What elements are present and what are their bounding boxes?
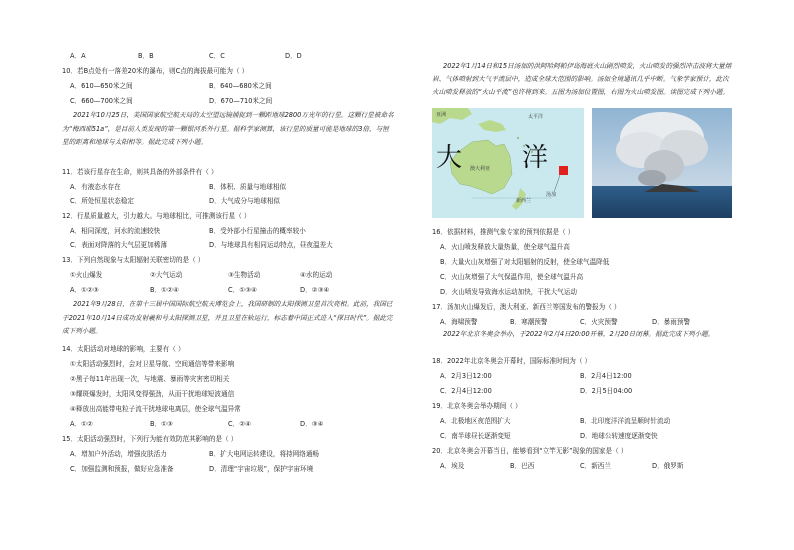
q16-stem: 16．依据材料，推测气象专家的预判依据是（ ） [432, 228, 575, 236]
q9-option-a: A．A [70, 52, 86, 60]
q9-option-b: B．B [138, 52, 154, 60]
q11-option-c: C．所处恒星状态稳定 [70, 197, 134, 205]
q15-option-c: C．加强监测和预报，做好应急准备 [70, 465, 174, 473]
map-label-big-yang: 洋 [522, 143, 549, 173]
q18-option-d: D．2月5日04:00 [580, 387, 633, 395]
q14-option-d: D．③④ [300, 420, 324, 428]
q9-option-d: D．D [285, 52, 302, 60]
q17-option-c: C．火灾预警 [580, 318, 618, 326]
q16-option-c: C．火山灰增强了大气保温作用，使全球气温升高 [440, 273, 584, 281]
q11-option-d: D．大气成分与地球相似 [209, 197, 281, 205]
q13-option-a: A．①②③ [70, 286, 99, 294]
q19-option-d: D．地球公转速度逐渐变快 [580, 432, 658, 440]
q13-item-3: ③生物活动 [228, 271, 261, 279]
q15-option-d: D．清理“宇宙垃圾”，保护宇宙环境 [209, 465, 314, 473]
q14-option-b: B．①③ [150, 420, 173, 428]
q20-stem: 20．北京冬奥会开幕当日，能够看到“立竿无影”现象的国家是（ ） [432, 447, 628, 455]
q19-option-b: B．北印度洋洋流呈顺时针流动 [580, 417, 671, 425]
q19-stem: 19．北京冬奥会举办期间（ ） [432, 402, 522, 410]
q18-option-b: B．2月4日12:00 [580, 372, 632, 380]
map-label-tonga: 汤加 [546, 192, 557, 198]
map-label-big-tai: 大 [436, 143, 463, 173]
q20-option-b: B．巴西 [510, 462, 535, 470]
q13-item-1: ①火山爆发 [70, 271, 103, 279]
q13-option-c: C．①③④ [228, 286, 257, 294]
passage-solar-probe: 2021年9月28日，在第十三届中国国际航空航天博览会上，我国研制的太阳探测卫星首次亮相。此前，我国已于2021年10月14日成功发射羲和号太阳探测卫星，并且卫星在轨运行，标志着中国正式进入“探日时代”。据此完成下列小题。 [62, 300, 393, 335]
q11-stem: 11．若该行星存在生命，则其具备的外部条件有（ ） [62, 168, 218, 176]
q13-option-b: B．①②④ [150, 286, 179, 294]
q14-stem: 14．太阳活动对地球的影响，主要有（ ） [62, 345, 185, 353]
map-label-asia: 亚洲 [436, 112, 447, 118]
q10-option-b: B．640—680米之间 [209, 82, 272, 90]
q17-option-d: D．暴雨预警 [652, 318, 691, 326]
q16-option-d: D．火山喷发导致海水运动加快，干扰大气运动 [440, 288, 577, 296]
q20-option-a: A．埃及 [440, 462, 465, 470]
q10-option-d: D．670—710米之间 [209, 97, 273, 105]
tonga-location-map [432, 108, 584, 218]
q10-option-c: C．660—700米之间 [70, 97, 133, 105]
q15-option-b: B．扩大电网运转建设，将持网络通畅 [209, 450, 320, 458]
q12-stem: 12．行星质量越大，引力越大。与地球相比，可推测该行星（ ） [62, 212, 251, 220]
q20-option-c: C．新西兰 [580, 462, 611, 470]
q13-item-2: ②大气运动 [150, 271, 183, 279]
q12-option-a: A．相同深度，河水的流速较快 [70, 227, 161, 235]
q18-stem: 18．2022年北京冬奥会开幕时，国际标准时间为（ ） [432, 357, 592, 365]
q20-option-d: D．俄罗斯 [652, 462, 684, 470]
q14-item-2: ②黑子每11年出现一次，与地震、暴雨等灾害密切相关 [70, 375, 230, 383]
q18-option-a: A．2月3日12:00 [440, 372, 492, 380]
q17-stem: 17．汤加火山爆发后，澳大利亚、新西兰等国发布的警报为（ ） [432, 303, 621, 311]
q12-option-b: B．受外部小行星撞击的概率较小 [209, 227, 306, 235]
q15-stem: 15．太阳活动强烈时，下列行为能有效防范其影响的是（ ） [62, 435, 238, 443]
map-label-pacific: 太平洋 [528, 114, 544, 120]
q15-option-a: A．增加户外活动，增强皮肤活力 [70, 450, 167, 458]
q14-item-3: ③耀斑爆发时，太阳风变得强劲，从而干扰地球短波通信 [70, 390, 235, 398]
q14-item-4: ④释放出高能带电粒子流干扰地球电离层，使全球气温异常 [70, 405, 241, 413]
q10-stem: 10．若B点处有一落差20米的瀑布，则C点的海拔最可能为（ ） [62, 67, 249, 75]
passage-tonga-volcano: 2022年1月14日和15日汤加的洪阿哈阿帕伊岛海底火山剧烈喷发，火山喷发的强烈冲击波将大量熔岩、气体喷射到大气平流层中，造成全球大范围的影响。汤加全境通讯几乎中断。气象学家预计，此次火山喷发释放的“火山平流”也许将到来。五图为汤加位置图，右图为火山喷发图。读图完成下列小题。 [432, 62, 732, 96]
q16-option-a: A．火山喷发释放大量热量，使全球气温升高 [440, 243, 570, 251]
q14-item-1: ①太阳活动强烈时，会对卫星导航、空间通信等带来影响 [70, 360, 235, 368]
q13-stem: 13．下列自然现象与太阳辐射关联密切的是（ ） [62, 256, 205, 264]
q14-option-a: A．①② [70, 420, 93, 428]
q17-option-a: A．海啸预警 [440, 318, 478, 326]
q13-item-4: ④水的运动 [300, 271, 333, 279]
q10-option-a: A．610—650米之间 [70, 82, 133, 90]
q9-option-c: C．C [209, 52, 225, 60]
q17-option-b: B．寒潮预警 [510, 318, 548, 326]
passage-exoplanet: 2021年10月25日，美国国家航空航天局的太空望远镜捕捉到一颗距地球2800万光年的行星。这颗行星被命名为“梅西耶51a”，是目前人类发现的第一颗银河系外行星。据科学家测算，该行星的质量可能是地球的3倍，与恒星的距离和地球与太阳相等。据此完成下列小题。 [62, 111, 394, 146]
passage-winter-olympics: 2022年北京冬奥会举办，于2022年2月4日20:00开幕，2月20日闭幕。据此完成下列小题。 [443, 330, 715, 338]
q16-option-b: B．大量火山灰增强了对太阳辐射的反射，使全球气温降低 [440, 258, 610, 266]
q12-option-d: D．与地球具有相同运动特点，昼夜温差大 [209, 241, 333, 249]
q11-option-a: A．有液态水存在 [70, 183, 121, 191]
q12-option-c: C．表面对降落的大气层更加稀薄 [70, 241, 167, 249]
q19-option-c: C．南半球昼长逐渐变短 [440, 432, 511, 440]
q14-option-c: C．②④ [228, 420, 252, 428]
q11-option-b: B．体积、质量与地球相似 [209, 183, 287, 191]
volcano-eruption-photo [592, 108, 732, 218]
q18-option-c: C．2月4日12:00 [440, 387, 492, 395]
q13-option-d: D．②③④ [300, 286, 330, 294]
map-label-new-zealand: 新西兰 [516, 198, 532, 204]
q19-option-a: A．北极地区夜范围扩大 [440, 417, 511, 425]
map-label-australia: 澳大利亚 [470, 166, 491, 172]
